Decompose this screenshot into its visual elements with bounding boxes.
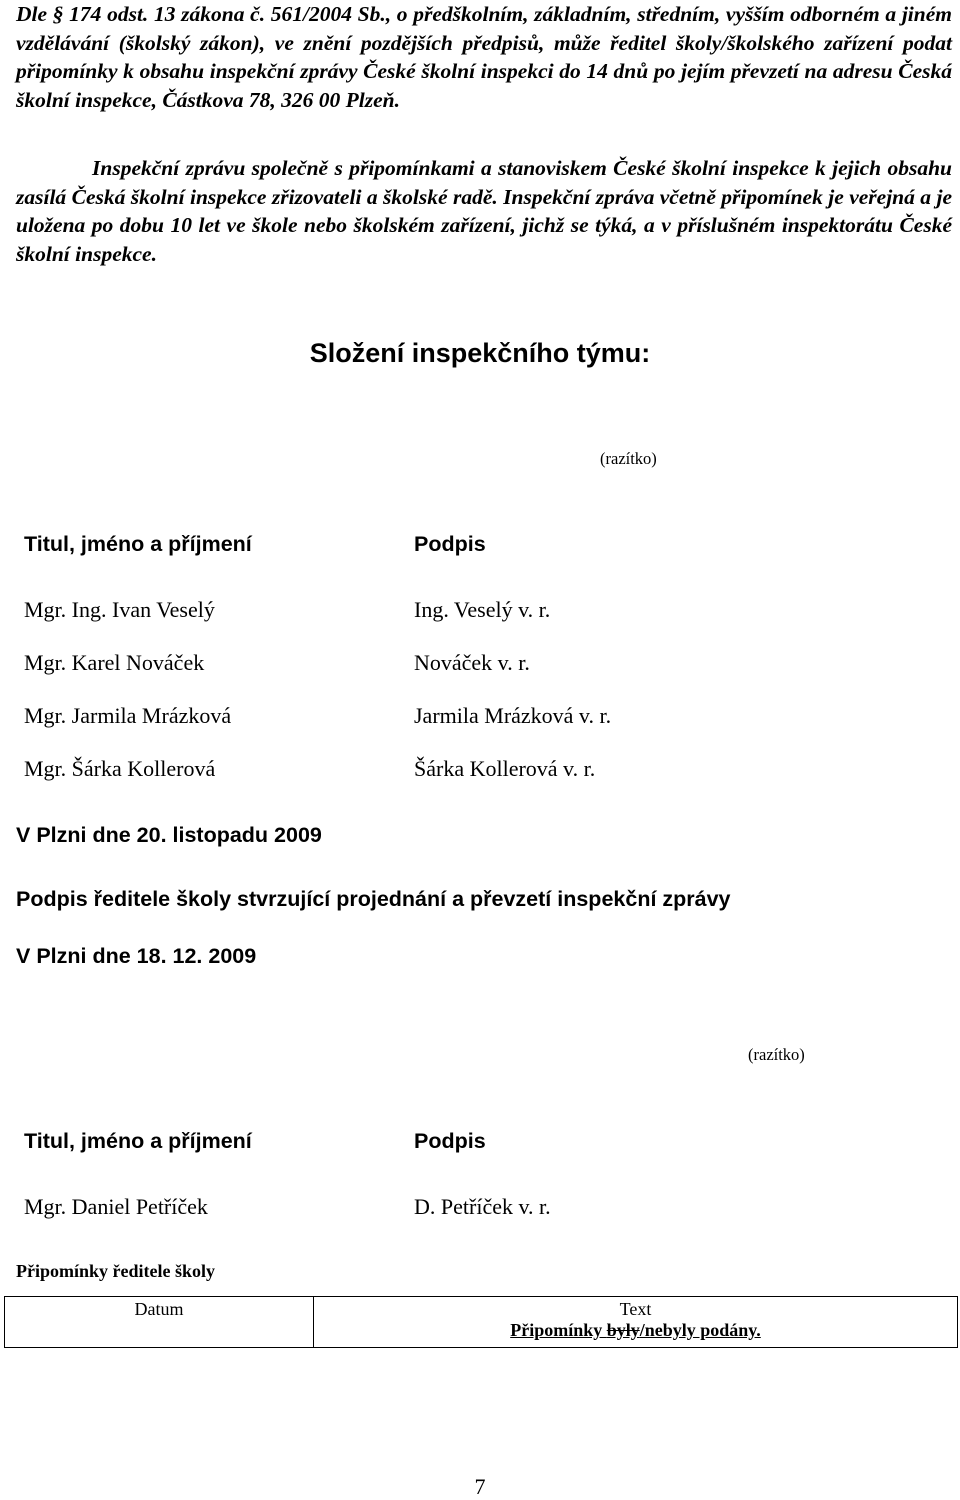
director-col-sign-header: Podpis bbox=[414, 1129, 486, 1153]
team-place-date: V Plzni dne 20. listopadu 2009 bbox=[16, 823, 322, 847]
team-member-signature: Jarmila Mrázková v. r. bbox=[414, 703, 612, 728]
remarks-title: Připomínky ředitele školy bbox=[16, 1261, 215, 1281]
team-member-name: Mgr. Karel Nováček bbox=[24, 650, 205, 675]
page-number: 7 bbox=[474, 1474, 486, 1499]
team-member-signature: Ing. Veselý v. r. bbox=[414, 597, 551, 622]
intro-paragraph-1: Dle § 174 odst. 13 zákona č. 561/2004 Sb., o předškolním, základním, středním, vyšším odborném a jiném vzdělávání (školský zákon), ve znění pozdějších předpisů, může ředitel školy/školského zařízení podat připomínky k obsahu inspekční zprávy České školní inspekci do 14 dnů po jejím převzetí na adresu Česká školní inspekce, Částkova 78, 326 00 Plzeň. bbox=[16, 2, 952, 112]
director-col-name-header: Titul, jméno a příjmení bbox=[24, 1129, 252, 1153]
director-place-date: V Plzni dne 18. 12. 2009 bbox=[16, 944, 257, 968]
remarks-col-text: Text bbox=[619, 1299, 652, 1319]
remarks-statement-after: /nebyly podány. bbox=[639, 1320, 761, 1340]
remarks-statement bbox=[318, 1320, 953, 1341]
remarks-statement-struck: byly bbox=[606, 1320, 640, 1340]
team-member-name: Mgr. Jarmila Mrázková bbox=[24, 703, 232, 728]
remarks-table bbox=[4, 1296, 958, 1348]
remarks-text-cell bbox=[314, 1297, 958, 1348]
director-stamp-label: (razítko) bbox=[748, 1045, 805, 1064]
director-confirmation-text: Podpis ředitele školy stvrzující projednání a převzetí inspekční zprávy bbox=[16, 887, 731, 911]
team-member-signature: Šárka Kollerová v. r. bbox=[414, 756, 596, 781]
remarks-col-date: Datum bbox=[134, 1299, 184, 1319]
team-member-signature: Nováček v. r. bbox=[414, 650, 530, 675]
team-member-name: Mgr. Šárka Kollerová bbox=[24, 756, 216, 781]
remarks-statement-before: Připomínky bbox=[510, 1320, 607, 1340]
team-col-sign-header: Podpis bbox=[414, 532, 486, 556]
remarks-date-cell bbox=[5, 1297, 314, 1348]
team-col-name-header: Titul, jméno a příjmení bbox=[24, 532, 252, 556]
team-stamp-label: (razítko) bbox=[600, 449, 657, 468]
team-member-name: Mgr. Ing. Ivan Veselý bbox=[24, 597, 215, 622]
intro-paragraph-2: Inspekční zprávu společně s připomínkami a stanoviskem České školní inspekce k jejich obsahu zasílá Česká školní inspekce zřizovateli a školské radě. Inspekční zpráva včetně připomínek je veřejná a je uložena po dobu 10 let ve škole nebo školském zařízení, jichž se týká, a v příslušném inspektorátu České školní inspekce. bbox=[16, 156, 952, 266]
director-signature: D. Petříček v. r. bbox=[414, 1194, 551, 1219]
director-name: Mgr. Daniel Petříček bbox=[24, 1194, 208, 1219]
team-heading: Složení inspekčního týmu: bbox=[309, 338, 651, 368]
